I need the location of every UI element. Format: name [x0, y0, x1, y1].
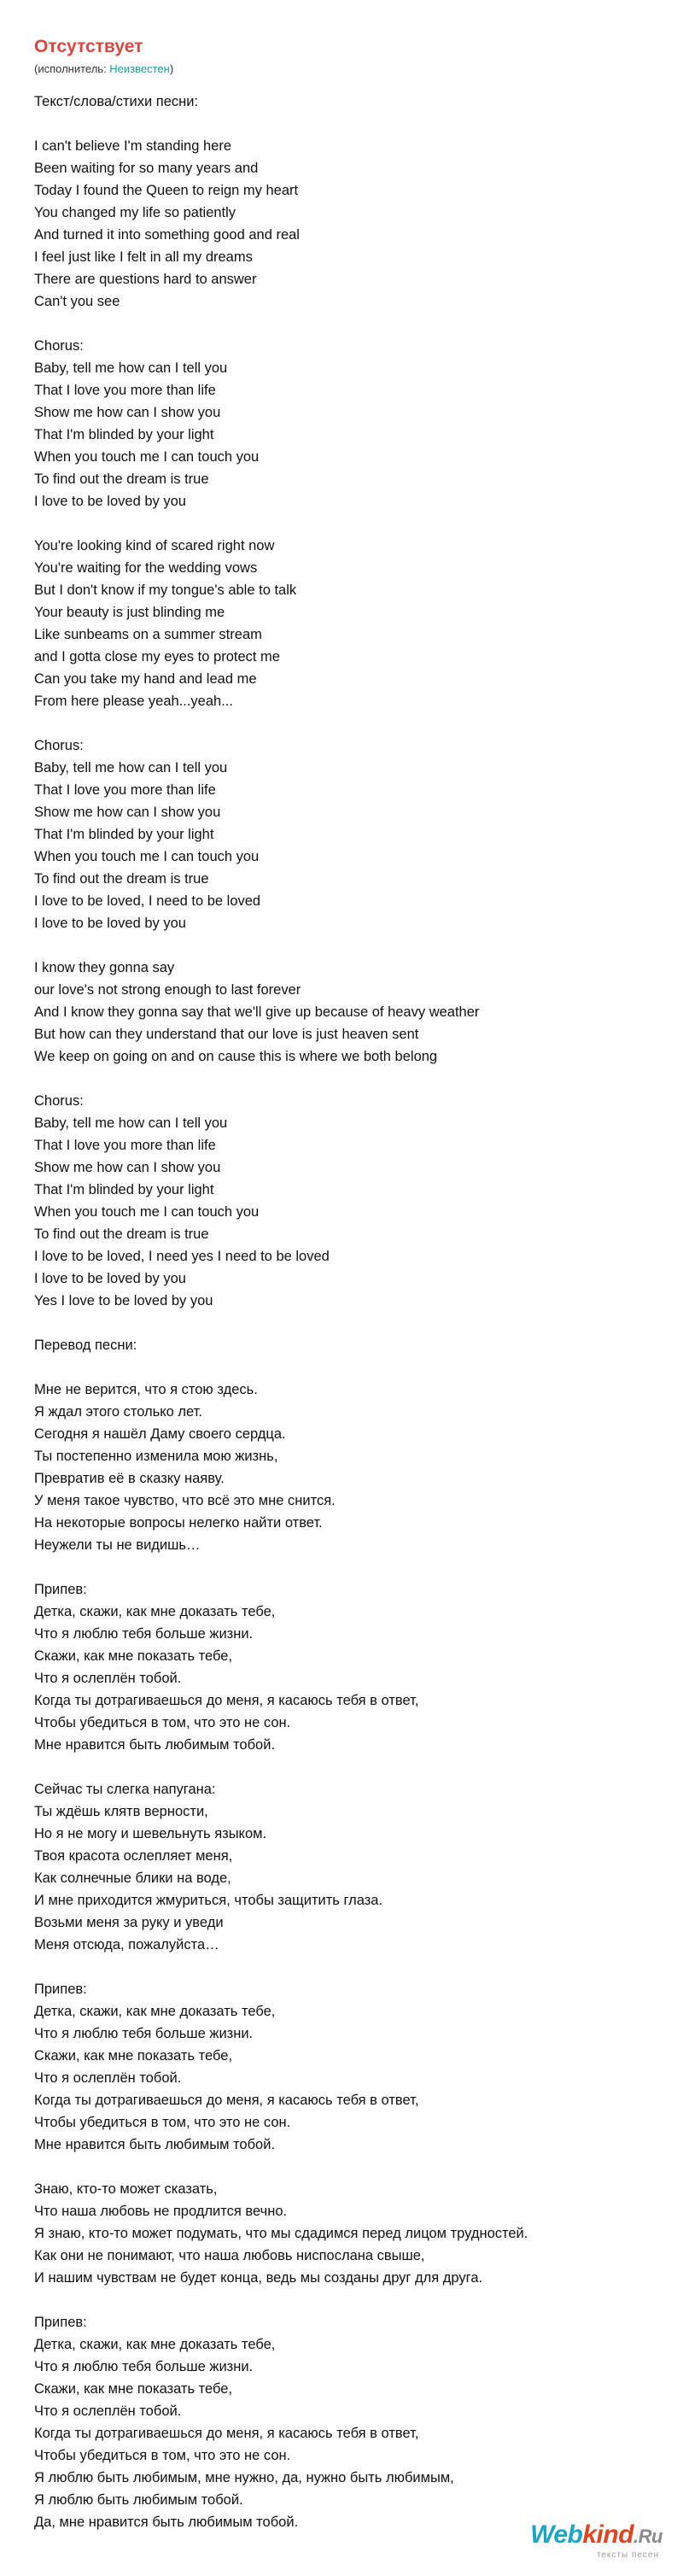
lyric-line: Сейчас ты слегка напугана:: [34, 1782, 216, 1797]
lyric-line: Мне нравится быть любимым тобой.: [34, 1737, 276, 1753]
song-title: Отсутствует: [34, 37, 143, 56]
lyric-line: I love to be loved by you: [34, 916, 186, 931]
lyric-line: Baby, tell me how can I tell you: [34, 360, 228, 376]
lyric-line: Что я ослеплён тобой.: [34, 2403, 182, 2419]
lyric-line: Скажи, как мне показать тебе,: [34, 2381, 233, 2397]
lyric-line: You're waiting for the wedding vows: [34, 560, 258, 576]
lyric-line: When you touch me I can touch you: [34, 849, 260, 864]
blank-line: [34, 2156, 657, 2178]
lyric-line: Возьми меня за руку и уведи: [34, 1915, 224, 1930]
lyric-line: Baby, tell me how can I tell you: [34, 1115, 228, 1131]
lyric-line: You're looking kind of scared right now: [34, 538, 275, 553]
lyric-line: Как солнечные блики на воде,: [34, 1871, 231, 1886]
song-header: [34, 36, 649, 77]
lyric-line: Ты постепенно изменила мою жизнь,: [34, 1449, 278, 1464]
lyric-line: Like sunbeams on a summer stream: [34, 627, 262, 642]
lyric-line: That I'm blinded by your light: [34, 427, 214, 442]
lyric-line: Can't you see: [34, 294, 120, 309]
lyric-line: Чтобы убедиться в том, что это не сон.: [34, 2448, 291, 2463]
lyric-line: I love to be loved, I need to be loved: [34, 893, 261, 909]
lyric-line: That I love you more than life: [34, 383, 216, 398]
lyric-line: Да, мне нравится быть любимым тобой.: [34, 2515, 299, 2530]
logo-tagline: тексты песен: [596, 2550, 659, 2560]
lyric-line: Can you take my hand and lead me: [34, 671, 257, 687]
blank-line: [34, 712, 657, 735]
lyric-line: Но я не могу и шевельнуть языком.: [34, 1826, 267, 1841]
lyric-line: Your beauty is just blinding me: [34, 605, 225, 620]
lyrics-body: [34, 91, 657, 2533]
lyric-line: Chorus:: [34, 338, 84, 354]
lyric-line: Я знаю, кто-то может подумать, что мы сдадимся перед лицом трудностей.: [34, 2226, 528, 2241]
lyric-line: Детка, скажи, как мне доказать тебе,: [34, 1604, 276, 1619]
lyric-line: That I love you more than life: [34, 1138, 216, 1153]
lyric-line: Что я ослеплён тобой.: [34, 1671, 182, 1686]
blank-line: [34, 512, 657, 535]
blank-line: [34, 1556, 657, 1578]
blank-line: [34, 1956, 657, 1978]
lyric-line: Меня отсюда, пожалуйста…: [34, 1937, 219, 1952]
lyric-line: I love to be loved by you: [34, 494, 186, 509]
lyric-line: Ты ждёшь клятв верности,: [34, 1804, 208, 1819]
lyric-line: Сегодня я нашёл Даму своего сердца.: [34, 1426, 286, 1442]
lyric-line: На некоторые вопросы нелегко найти ответ.: [34, 1515, 323, 1531]
lyric-line: Show me how can I show you: [34, 405, 221, 420]
lyric-line: Что я люблю тебя больше жизни.: [34, 1626, 254, 1642]
lyric-line: You changed my life so patiently: [34, 205, 236, 220]
lyric-line: Today I found the Queen to reign my heart: [34, 183, 299, 198]
lyric-line: From here please yeah...yeah...: [34, 694, 233, 709]
lyric-line: We keep on going on and on cause this is where we both belong: [34, 1049, 438, 1064]
lyric-line: That I love you more than life: [34, 782, 216, 798]
performer-line: [34, 61, 649, 77]
performer-suffix: ): [169, 62, 174, 75]
lyric-line: Скажи, как мне показать тебе,: [34, 2048, 233, 2064]
lyric-line: That I'm blinded by your light: [34, 1182, 214, 1197]
lyric-line: Когда ты дотрагиваешься до меня, я касаюсь тебя в ответ,: [34, 2093, 419, 2108]
lyric-line: There are questions hard to answer: [34, 272, 257, 287]
lyric-line: Припев:: [34, 1982, 87, 1997]
performer-prefix: (исполнитель:: [34, 62, 110, 75]
lyric-line: Текст/слова/стихи песни:: [34, 94, 199, 109]
blank-line: [34, 934, 657, 957]
blank-line: [34, 1756, 657, 1778]
blank-line: [34, 1312, 657, 1334]
lyric-line: But I don't know if my tongue's able to talk: [34, 583, 297, 598]
lyric-line: Припев:: [34, 2315, 87, 2330]
lyric-line: But how can they understand that our love is just heaven sent: [34, 1027, 419, 1042]
lyric-line: Когда ты дотрагиваешься до меня, я касаюсь тебя в ответ,: [34, 1693, 419, 1708]
lyric-line: And I know they gonna say that we'll give up because of heavy weather: [34, 1004, 480, 1020]
lyric-line: Been waiting for so many years and: [34, 161, 259, 176]
lyric-line: Скажи, как мне показать тебе,: [34, 1648, 233, 1664]
blank-line: [34, 1068, 657, 1090]
logo-kind-text: kind: [582, 2520, 634, 2549]
blank-line: [34, 2289, 657, 2311]
lyric-line: I can't believe I'm standing here: [34, 138, 232, 154]
lyric-line: I know they gonna say: [34, 960, 175, 975]
lyric-line: Когда ты дотрагиваешься до меня, я касаюсь тебя в ответ,: [34, 2426, 419, 2441]
lyric-line: our love's not strong enough to last forever: [34, 982, 301, 998]
lyric-line: Припев:: [34, 1582, 87, 1597]
lyric-line: Yes I love to be loved by you: [34, 1293, 213, 1308]
performer-link[interactable]: Неизвестен: [109, 62, 170, 75]
lyric-line: Show me how can I show you: [34, 805, 221, 820]
lyric-line: Что я люблю тебя больше жизни.: [34, 2359, 254, 2374]
lyric-line: Я ждал этого столько лет.: [34, 1404, 202, 1420]
lyric-line: Что наша любовь не продлится вечно.: [34, 2204, 288, 2219]
lyric-line: Chorus:: [34, 1093, 84, 1109]
webkind-logo: [509, 2520, 663, 2564]
lyric-line: Мне нравится быть любимым тобой.: [34, 2137, 276, 2152]
logo-ru-text: .Ru: [633, 2526, 663, 2547]
lyric-line: Твоя красота ослепляет меня,: [34, 1848, 233, 1864]
lyric-line: Show me how can I show you: [34, 1160, 221, 1175]
blank-line: [34, 1356, 657, 1379]
lyric-line: I love to be loved by you: [34, 1271, 186, 1286]
lyric-line: И мне приходится жмуриться, чтобы защитить глаза.: [34, 1893, 383, 1908]
lyric-line: Baby, tell me how can I tell you: [34, 760, 228, 776]
lyric-line: Превратив её в сказку наяву.: [34, 1471, 225, 1486]
lyric-line: Я люблю быть любимым, мне нужно, да, нужно быть любимым,: [34, 2470, 454, 2485]
lyric-line: To find out the dream is true: [34, 471, 209, 487]
blank-line: [34, 113, 657, 135]
lyric-line: Знаю, кто-то может сказать,: [34, 2181, 218, 2197]
lyric-line: Что я люблю тебя больше жизни.: [34, 2026, 254, 2041]
lyric-line: Мне не верится, что я стою здесь.: [34, 1382, 258, 1397]
lyric-line: Я люблю быть любимым тобой.: [34, 2492, 243, 2508]
lyric-line: That I'm blinded by your light: [34, 827, 214, 842]
lyric-line: Детка, скажи, как мне доказать тебе,: [34, 2337, 276, 2352]
lyric-line: Детка, скажи, как мне доказать тебе,: [34, 2004, 276, 2019]
lyric-line: Chorus:: [34, 738, 84, 753]
lyric-line: Чтобы убедиться в том, что это не сон.: [34, 2115, 291, 2130]
lyric-line: У меня такое чувство, что всё это мне снится.: [34, 1493, 336, 1508]
lyric-line: And turned it into something good and real: [34, 227, 300, 243]
lyric-line: I love to be loved, I need yes I need to be loved: [34, 1249, 330, 1264]
lyric-line: Перевод песни:: [34, 1338, 137, 1353]
lyric-line: Как они не понимают, что наша любовь ниспослана свыше,: [34, 2248, 425, 2263]
blank-line: [34, 313, 657, 335]
logo-wordmark: [530, 2520, 663, 2552]
lyric-line: When you touch me I can touch you: [34, 1204, 260, 1220]
lyric-line: Неужели ты не видишь…: [34, 1537, 201, 1553]
lyric-line: and I gotta close my eyes to protect me: [34, 649, 280, 664]
lyric-line: To find out the dream is true: [34, 871, 209, 887]
lyric-line: When you touch me I can touch you: [34, 449, 260, 465]
lyric-line: I feel just like I felt in all my dreams: [34, 249, 253, 265]
lyric-line: To find out the dream is true: [34, 1227, 209, 1242]
lyric-line: Чтобы убедиться в том, что это не сон.: [34, 1715, 291, 1730]
lyric-line: Что я ослеплён тобой.: [34, 2070, 182, 2086]
lyric-line: И нашим чувствам не будет конца, ведь мы созданы друг для друга.: [34, 2270, 483, 2286]
logo-web-text: Web: [530, 2520, 583, 2549]
